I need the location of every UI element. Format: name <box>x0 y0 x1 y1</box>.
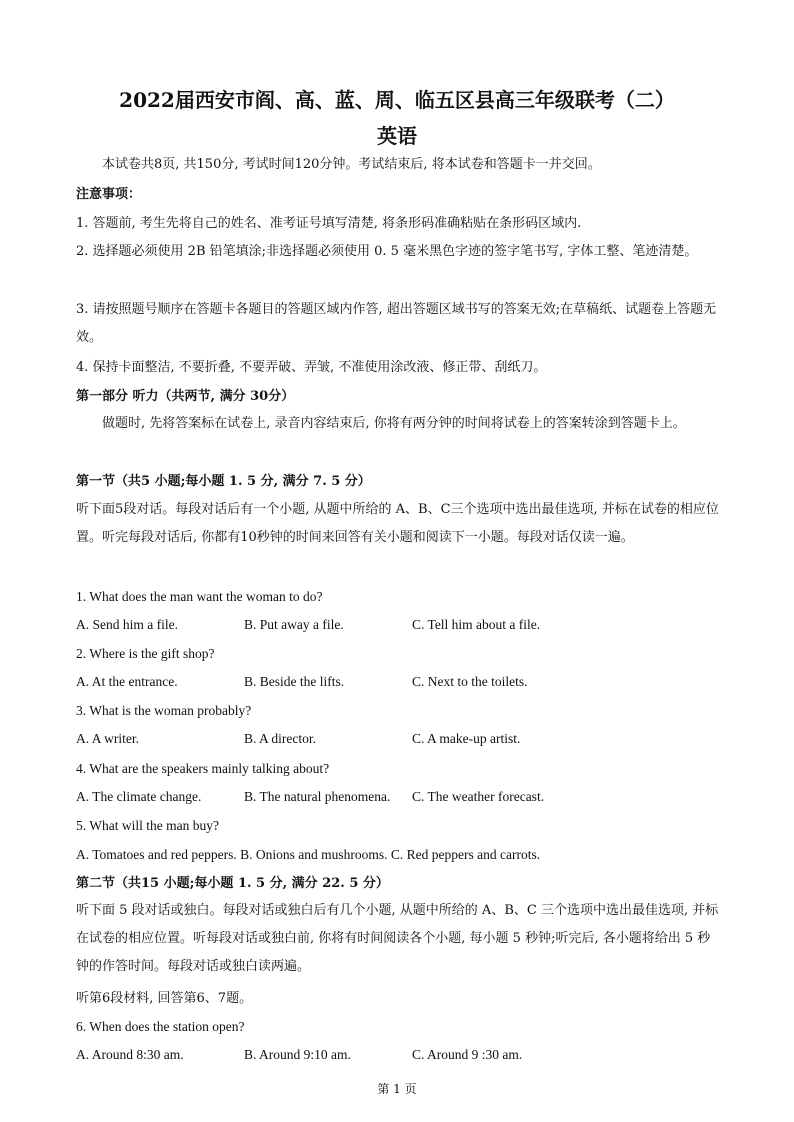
section2-material: 听第6段材料, 回答第6、7题。 <box>76 991 253 1006</box>
q1-option-b: B. Put away a file. <box>244 617 344 632</box>
q6-option-b: B. Around 9:10 am. <box>244 1047 351 1062</box>
page-number: 第 1 页 <box>377 1082 417 1096</box>
q3-stem: 3. What is the woman probably? <box>76 703 252 718</box>
notice-heading: 注意事项： <box>76 187 142 202</box>
q4-option-a: A. The climate change. <box>76 789 202 804</box>
q2-option-a: A. At the entrance. <box>76 674 178 689</box>
q4-option-c: C. The weather forecast. <box>412 789 545 804</box>
q3-option-b: B. A director. <box>244 731 316 746</box>
intro-text: 本试卷共8页, 共150分, 考试时间120分钟。考试结束后, 将本试卷和答题卡一并交回。 <box>102 157 601 172</box>
q3-option-c: C. A make-up artist. <box>412 731 521 746</box>
q2-option-b: B. Beside the lifts. <box>244 674 345 689</box>
q6-stem: 6. When does the station open? <box>76 1019 245 1034</box>
q3-option-a: A. A writer. <box>76 731 139 746</box>
notice-item-2: 2. 选择题必须使用 2B 铅笔填涂;非选择题必须使用 0. 5 毫米黑色字迹的签字笔书写, 字体工整、笔迹清楚。 <box>76 244 698 259</box>
section1-instruction: 听下面5段对话。每段对话后有一个小题, 从题中所给的 A、B、C三个选项中选出最佳选项, 并标在试卷的相应位置。听完每段对话后, 你都有10秒钟的时间来回答有关小题和阅读下一小题。每段对话仅读一遍。 <box>76 502 719 545</box>
notice-item-3: 3. 请按照题号顺序在答题卡各题目的答题区域内作答, 超出答题区域书写的答案无效;在草稿纸、试题卷上答题无效。 <box>76 302 717 345</box>
q6-option-c: C. Around 9 :30 am. <box>412 1047 523 1062</box>
q5-options: A. Tomatoes and red peppers. B. Onions and mushrooms. C. Red peppers and carrots. <box>76 847 541 862</box>
q1-option-a: A. Send him a file. <box>76 617 178 632</box>
q5-stem: 5. What will the man buy? <box>76 818 219 833</box>
q2-option-c: C. Next to the toilets. <box>412 674 528 689</box>
q6-option-a: A. Around 8:30 am. <box>76 1047 184 1062</box>
part1-heading: 第一部分 听力（共两节, 满分 30分） <box>76 389 295 404</box>
q2-stem: 2. Where is the gift shop? <box>76 646 215 661</box>
part1-instruction: 做题时, 先将答案标在试卷上, 录音内容结束后, 你将有两分钟的时间将试卷上的答案转涂到答题卡上。 <box>102 416 686 431</box>
exam-title: 2022届西安市阎、高、蓝、周、临五区县高三年级联考（二） <box>119 88 675 112</box>
section2-heading: 第二节（共15 小题;每小题 1. 5 分, 满分 22. 5 分） <box>76 876 389 891</box>
subject-title: 英语 <box>377 124 417 148</box>
notice-item-4: 4. 保持卡面整洁, 不要折叠, 不要弄破、弄皱, 不准使用涂改液、修正带、刮纸刀。 <box>76 360 547 375</box>
section2-instruction: 听下面 5 段对话或独白。每段对话或独白后有几个小题, 从题中所给的 A、B、C 三个选项中选出最佳选项, 并标在试卷的相应位置。听每段对话或独白前, 你将有时间阅读各个小题, 每小题 5 秒钟;听完后, 各小题将给出 5 秒钟的作答时间。每段对话或独白读两遍。 <box>76 903 719 974</box>
q4-option-b: B. The natural phenomena. <box>244 789 391 804</box>
q1-stem: 1. What does the man want the woman to do? <box>76 589 323 604</box>
section1-heading: 第一节（共5 小题;每小题 1. 5 分, 满分 7. 5 分） <box>76 474 371 489</box>
q4-stem: 4. What are the speakers mainly talking about? <box>76 761 330 776</box>
q1-option-c: C. Tell him about a file. <box>412 617 541 632</box>
notice-item-1: 1. 答题前, 考生先将自己的姓名、准考证号填写清楚, 将条形码准确粘贴在条形码区域内. <box>76 216 582 231</box>
